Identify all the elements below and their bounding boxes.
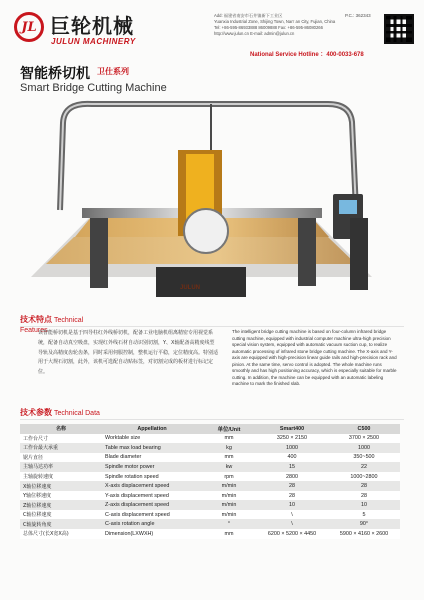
product-title-english: Smart Bridge Cutting Machine <box>20 82 167 94</box>
address-chinese: Add: 福建省南安市石井镇新下工业区 <box>214 13 283 18</box>
row-appellation: Spindle motor power <box>105 463 155 470</box>
header-c500: C500 <box>357 425 371 432</box>
service-hotline: National Service Hotline ：400-0033-678 <box>250 52 364 58</box>
row-c500-value: 3700 × 2500 <box>348 435 380 442</box>
row-smart400-value: 400 <box>287 454 297 461</box>
row-chinese-name: 总体尺寸(长X宽X高) <box>23 531 69 538</box>
row-chinese-name: 锯片直径 <box>23 454 44 461</box>
machine-base <box>156 267 246 297</box>
row-c500-value: 10 <box>361 502 367 509</box>
table-row <box>20 453 400 463</box>
row-unit: mm <box>224 454 234 461</box>
row-appellation: Worktable size <box>105 435 141 442</box>
row-unit: ° <box>227 521 231 528</box>
phone-fax: Tel: +86-595-86933888 86009888 Fax: +86-595-86080266 <box>214 25 323 30</box>
table-row <box>20 443 400 453</box>
table-row <box>20 491 400 501</box>
header-smart400: Smart400 <box>279 425 305 432</box>
control-panel-stand <box>350 218 368 290</box>
row-chinese-name: X轴位移速度 <box>23 483 52 490</box>
table-row <box>20 519 400 529</box>
row-chinese-name: C轴旋转角度 <box>23 521 52 528</box>
machine-brand-label: JULUN <box>180 285 201 291</box>
postal-code: P.C.: 362343 <box>345 13 371 18</box>
right-support <box>298 218 316 286</box>
table-row <box>20 481 400 491</box>
table-row <box>20 510 400 520</box>
table-row <box>20 462 400 472</box>
row-chinese-name: 工作台最大承重 <box>23 445 59 452</box>
row-unit: m/min <box>221 483 237 490</box>
row-c500-value: 1000 <box>358 444 370 451</box>
row-unit: mm <box>224 435 234 442</box>
row-c500-value: 28 <box>361 492 367 499</box>
row-chinese-name: Z轴位移速度 <box>23 502 52 509</box>
row-appellation: Table max load bearing <box>105 444 161 451</box>
row-appellation: Spindle rotation speed <box>105 473 159 480</box>
row-c500-value: 22 <box>361 463 367 470</box>
row-smart400-value: 28 <box>289 492 295 499</box>
table-row <box>20 529 400 539</box>
header-appellation: Appellation <box>137 425 167 432</box>
row-smart400-value: 6200 × 5200 × 4450 <box>267 530 317 537</box>
table-header-row <box>20 424 400 434</box>
row-c500-value: 350~500 <box>353 454 375 461</box>
product-series: 卫仕系列 <box>97 67 129 76</box>
row-c500-value: 28 <box>361 483 367 490</box>
row-smart400-value: 28 <box>289 483 295 490</box>
saw-blade <box>184 209 228 253</box>
row-chinese-name: 主轴旋转速度 <box>23 474 54 480</box>
left-support <box>90 218 108 288</box>
row-chinese-name: 工作台尺寸 <box>23 435 49 442</box>
technical-features-chinese: 该智能桥切机是基于四导柱红外线桥切机，配备工业电脑机组离精密专用视觉系统，配备自动真空吸盘，实现红外线石材自动识别切割，Y、X轴配备高精度线型导轨及高精度齿轮齿条，同时采用伺服控制，整机运行平稳，定位精度高。特别适用于大规石切割，此外，该机可选配自动贴标签，对切割完成的板材进行标记定位。 <box>38 330 219 376</box>
brand-name-english: JULUN MACHINERY <box>51 37 136 46</box>
technical-features-heading: 技术特点 Technical Features <box>20 314 104 326</box>
row-smart400-value: 3250 × 2150 <box>276 435 308 442</box>
row-appellation: X-axis displacement speed <box>105 483 170 490</box>
row-smart400-value: 2800 <box>286 473 298 480</box>
address-english: Yuanxia Industrial Zone, Shijing Town, Nan' an City, Fujian, China <box>214 19 336 24</box>
row-c500-value: 5 <box>362 511 366 518</box>
row-unit: rpm <box>224 473 234 480</box>
table-body <box>20 434 400 539</box>
header-chinese-name: 名称 <box>55 426 66 433</box>
row-chinese-name: C轴位移速度 <box>23 512 52 519</box>
row-c500-value: 1000~2800 <box>350 473 378 480</box>
row-appellation: Z-axis displacement speed <box>105 502 170 509</box>
qr-code-icon[interactable] <box>384 14 414 44</box>
row-appellation: Blade diameter <box>105 454 142 461</box>
row-appellation: C-axis rotation angle <box>105 521 155 528</box>
technical-data-heading: 技术参数 Technical Data <box>20 407 104 419</box>
table-row <box>20 434 400 444</box>
brand-name-chinese: 巨轮机械 <box>50 14 134 38</box>
row-smart400-value: 1000 <box>286 444 298 451</box>
table-row <box>20 500 400 510</box>
technical-features-english: The intelligent bridge cutting machine is based on four-column infrared bridge cutting machine, equipped with industrial computer machine ultra-high precision special vision system, equipped with automatic vacuum suction cup, to realize automatic processing of infrared stone bridge cutting machine. The X-axis and Y-axis are equipped with high-precision linear guide rails and high-precision rack and pinion. At the same time, servo control is adopted. The whole machine runs smoothly and has high positioning accuracy, which is especially suitable for marble cutting. In addition, the machine can be equipped with an automatic labeling machine to mark the finished slab. <box>232 329 397 386</box>
row-unit: kw <box>225 463 233 470</box>
row-c500-value: 5900 × 4160 × 2600 <box>339 530 389 537</box>
row-appellation: Dimension(LXWXH) <box>105 530 154 537</box>
row-unit: m/min <box>221 511 237 518</box>
julun-logo: JL <box>14 12 44 42</box>
row-appellation: Y-axis displacement speed <box>105 492 169 499</box>
row-smart400-value: \ <box>291 511 293 518</box>
row-smart400-value: 10 <box>289 502 295 509</box>
technical-data-table <box>20 424 400 539</box>
row-unit: mm <box>224 530 234 537</box>
table-row <box>20 472 400 482</box>
product-title-chinese: 智能桥切机 <box>20 66 90 82</box>
row-chinese-name: 主轴马达功率 <box>23 464 54 471</box>
row-c500-value: 90° <box>359 521 369 528</box>
row-smart400-value: 15 <box>289 463 295 470</box>
header-unit: 单位/Unit <box>217 426 241 433</box>
row-appellation: C-axis displacement speed <box>105 511 170 518</box>
bridge-cutting-machine-image <box>0 92 424 310</box>
row-unit: m/min <box>221 502 237 509</box>
web-email[interactable]: http://www.julun.cn E-mail: admin@julun.cn <box>214 31 295 36</box>
row-unit: m/min <box>221 492 237 499</box>
row-smart400-value: \ <box>291 521 293 528</box>
row-chinese-name: Y轴位移速度 <box>23 493 52 500</box>
control-screen <box>339 200 357 214</box>
row-unit: kg <box>226 444 232 451</box>
